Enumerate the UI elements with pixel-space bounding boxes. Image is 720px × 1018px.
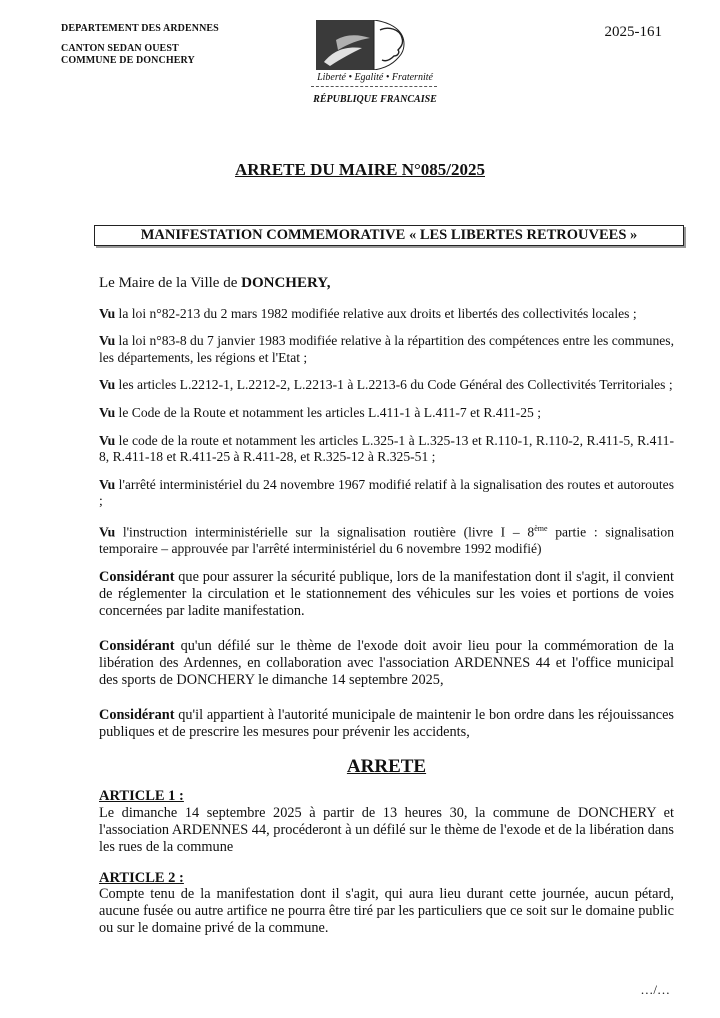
republic-motto: Liberté • Egalité • Fraternité xyxy=(317,72,433,83)
town-name: DONCHERY, xyxy=(241,275,331,291)
document-reference: 2025-161 xyxy=(604,24,662,40)
visa-paragraph: Vu la loi n°82-213 du 2 mars 1982 modifiée relative aux droits et libertés des collectivités locales ; xyxy=(99,305,637,321)
event-banner: MANIFESTATION COMMEMORATIVE « LES LIBERTES RETROUVEES » xyxy=(94,225,684,246)
arrete-heading: ARRETE xyxy=(346,755,427,777)
issuer-block xyxy=(61,23,219,67)
visa-paragraph: Vu le code de la route et notamment les articles L.325-1 à L.325-13 et R.110-1, R.110-2, R.411-5, R.411-8, R.411-18 et R.411-25 à R.411-28, et R.325-12 à R.325-51 ; xyxy=(99,432,674,465)
visa-paragraph: Vu l'arrêté interministériel du 24 novembre 1967 modifié relatif à la signalisation des routes et autoroutes ; xyxy=(99,476,674,509)
visa-paragraph: Vu les articles L.2212-1, L.2212-2, L.2213-1 à L.2213-6 du Code Général des Collectivités Territoriales ; xyxy=(99,377,673,393)
considerant-paragraph: Considérant que pour assurer la sécurité publique, lors de la manifestation dont il s'agit, il convient de réglementer la circulation et le stationnement des véhicules sur les voies et portions de voies concernées par ladite manifestation. xyxy=(99,568,674,619)
article-body: Le dimanche 14 septembre 2025 à partir de 13 heures 30, la commune de DONCHERY et l'association ARDENNES 44, procéderont à un défilé sur le thème de l'exode et de la libération dans les rues de la commune xyxy=(99,804,674,855)
visa-paragraph: Vu l'instruction interministérielle sur la signalisation routière (livre I – 8ème partie : signalisation temporaire – approuvée par l'arrêté interministériel du 6 novembre 1992 modifié) xyxy=(99,523,675,557)
republic-label: RÉPUBLIQUE FRANCAISE xyxy=(313,94,437,105)
mayor-line: Le Maire de la Ville de DONCHERY, xyxy=(99,275,331,291)
continuation-mark: …/… xyxy=(640,982,670,997)
canton-label: CANTON SEDAN OUEST xyxy=(61,43,179,54)
considerant-paragraph: Considérant qu'il appartient à l'autorité municipale de maintenir le bon ordre dans les réjouissances publiques et de prescrire les mesures pour prévenir les accidents, xyxy=(99,706,674,740)
decree-body xyxy=(99,275,674,951)
considerant-paragraph: Considérant qu'un défilé sur le thème de l'exode doit avoir lieu pour la commémoration de la libération des Ardennes, en collaboration avec l'association ARDENNES 44 et l'office municipal des sports de DONCHERY le dimanche 14 septembre 2025, xyxy=(99,637,674,688)
decree-title: ARRETE DU MAIRE N°085/2025 xyxy=(234,160,485,179)
visa-paragraph: Vu le Code de la Route et notamment les articles L.411-1 à L.411-7 et R.411-25 ; xyxy=(99,404,541,420)
visa-paragraph: Vu la loi n°83-8 du 7 janvier 1983 modifiée relative à la répartition des compétences entre les communes, les départements, les régions et l'Etat ; xyxy=(99,333,674,365)
article-body: Compte tenu de la manifestation dont il s'agit, qui aura lieu durant cette journée, aucun pétard, aucune fusée ou autre artifice ne pourra être tiré par les particuliers que ce soit sur le domaine public ou sur le domaine privé de la commune. xyxy=(99,886,674,937)
commune-label: COMMUNE DE DONCHERY xyxy=(61,55,195,66)
marianne-logo xyxy=(316,20,432,70)
department-label: DEPARTEMENT DES ARDENNES xyxy=(61,23,219,34)
dotted-divider xyxy=(311,86,437,87)
article-title: ARTICLE 1 : xyxy=(99,788,184,805)
article-title: ARTICLE 2 : xyxy=(99,869,184,886)
